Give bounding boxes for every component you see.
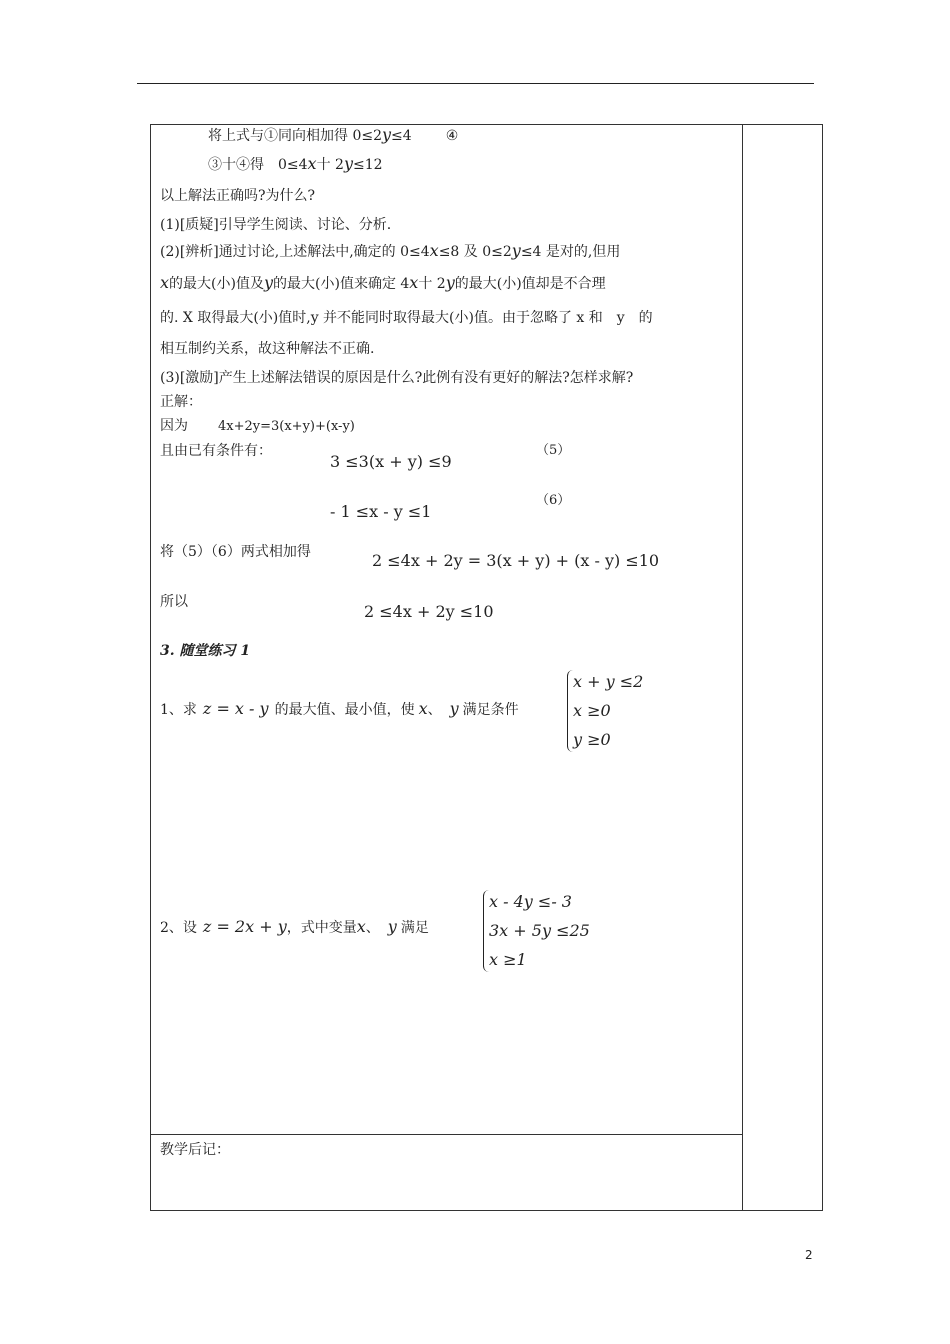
line-13: 将（5）（6）两式相加得 [160,544,311,560]
line-6: x的最大(小)值及y的最大(小)值来确定 4x十 2y的最大(小)值却是不合理 [160,273,606,292]
system-2-line-2: 3x + 5y ≤25 [489,921,590,940]
system-1-line-3: y ≥0 [573,730,611,749]
line-10: 正解： [160,394,202,410]
line-12: 且由已有条件有： [160,443,272,459]
system-1-line-1: x + y ≤2 [573,672,644,691]
system-1-line-2: x ≥0 [573,701,611,720]
line-9: (3)[激励]产生上述解法错误的原因是什么?此例有没有更好的解法?怎样求解? [160,370,634,386]
header-rule [137,83,814,84]
system-2-line-3: x ≥1 [489,950,527,969]
line-5: (2)[辨析]通过讨论,上述解法中,确定的 0≤4x≤8 及 0≤2y≤4 是对的,但用 [160,241,621,260]
line-14: 所以 [160,594,188,610]
problem-2: 2、设 z = 2x + y，式中变量x、 y 满足 [160,917,429,936]
teaching-afterword: 教学后记： [160,1142,230,1158]
problem-1: 1、求 z = x - y 的最大值、最小值，使 x、 y 满足条件 [160,699,519,718]
line-11: 因为 4x+2y=3(x+y)+(x-y) [160,418,355,434]
line-8: 相互制约关系，故这种解法不正确. [160,341,375,357]
line-7: 的. X 取得最大(小)值时,y 并不能同时取得最大(小)值。由于忽略了 x 和 y 的 [160,310,653,326]
inequality-6: - 1 ≤x - y ≤1 [330,502,432,521]
tag-5: （5） [536,443,571,458]
section-heading: 3. 随堂练习 1 [160,643,251,659]
page-number: 2 [805,1248,813,1262]
inequality-5: 3 ≤3(x + y) ≤9 [330,452,452,471]
tag-6: （6） [536,493,571,508]
line-2: ③十④得 0≤4x十 2y≤12 [208,154,383,173]
table-row-divider [150,1134,742,1135]
table-column-divider [742,124,743,1211]
line-1: 将上式与①同向相加得 0≤2y≤4 ④ [208,125,459,144]
inequality-sum: 2 ≤4x + 2y = 3(x + y) + (x - y) ≤10 [372,551,660,570]
line-4: (1)[质疑]引导学生阅读、讨论、分析. [160,217,392,233]
system-2-line-1: x - 4y ≤- 3 [489,892,572,911]
inequality-result: 2 ≤4x + 2y ≤10 [364,602,494,621]
line-3: 以上解法正确吗?为什么? [160,188,316,204]
